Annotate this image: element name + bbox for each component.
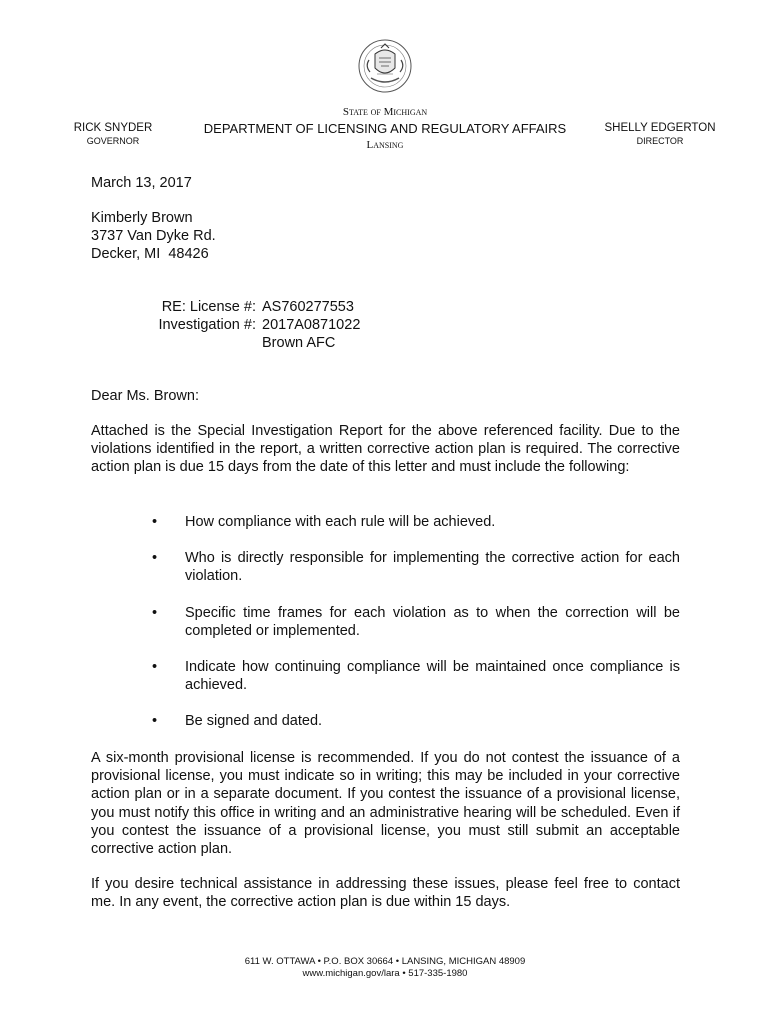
recipient-street: 3737 Van Dyke Rd. (91, 228, 216, 245)
bullet-icon: • (152, 604, 158, 621)
paragraph-assistance: If you desire technical assistance in addressing these issues, please feel free to contact me. In any event, the corrective action plan is due within 15 days. (91, 876, 680, 911)
license-row (140, 298, 360, 316)
list-item (150, 712, 680, 730)
michigan-seal-icon (357, 38, 413, 94)
footer-contact: www.michigan.gov/lara • 517-335-1980 (302, 968, 468, 979)
investigation-label: Investigation #: (158, 317, 256, 334)
letter-date: March 13, 2017 (91, 175, 192, 191)
list-item (150, 604, 680, 640)
reference-block (140, 298, 360, 353)
department-block (190, 106, 580, 152)
bullet-icon: • (152, 550, 158, 567)
recipient-name: Kimberly Brown (91, 210, 193, 226)
facility-row (140, 334, 360, 352)
list-item (150, 658, 680, 694)
list-item-text: Who is directly responsible for implementing the corrective action for each violation. (185, 550, 680, 585)
recipient-address (91, 209, 216, 264)
salutation: Dear Ms. Brown: (91, 388, 199, 404)
list-item-text: Be signed and dated. (185, 713, 323, 730)
investigation-row (140, 316, 360, 334)
license-number: AS760277553 (262, 299, 354, 315)
list-item (150, 549, 680, 585)
paragraph-intro: Attached is the Special Investigation Report for the above referenced facility. Due to the violations identified in the report, a written corrective action plan is required. The corrective action plan is due 15 days from the date of this letter and must include the following: (91, 423, 680, 476)
bullet-icon: • (152, 659, 158, 676)
license-label: RE: License #: (161, 299, 256, 315)
bullet-icon: • (152, 514, 158, 530)
department-name: DEPARTMENT OF LICENSING AND REGULATORY AFFAIRS (203, 121, 567, 136)
requirements-list (150, 513, 680, 731)
list-item-text: Specific time frames for each violation as to when the correction will be completed or implemented. (185, 604, 680, 639)
investigation-number: 2017A0871022 (262, 317, 361, 334)
list-item-text: How compliance with each rule will be achieved. (185, 514, 496, 530)
paragraph-provisional-license: A six-month provisional license is recommended. If you do not contest the issuance of a provisional license, you must indicate so in writing; this may be included in your corrective action plan or in a separate document. If you contest the issuance of a provisional license, you must notify this office in writing and an administrative hearing will be scheduled. Even if you contest the issuance of a provisional license, you must still submit an acceptable corrective action plan. (91, 750, 680, 858)
governor-title: GOVERNOR (86, 136, 140, 146)
director-name: SHELLY EDGERTON (604, 122, 716, 134)
director-block (600, 122, 720, 147)
footer (135, 956, 635, 980)
governor-block (64, 122, 162, 147)
list-item (150, 513, 680, 531)
list-item-text: Indicate how continuing compliance will be maintained once compliance is achieved. (185, 659, 680, 694)
footer-address: 611 W. OTTAWA • P.O. BOX 30664 • LANSING, MICHIGAN 48909 (244, 956, 526, 967)
director-title: DIRECTOR (636, 136, 684, 146)
facility-name: Brown AFC (262, 335, 336, 352)
state-name: State of Michigan (342, 106, 428, 118)
recipient-city-state-zip: Decker, MI 48426 (91, 246, 209, 263)
department-city: Lansing (366, 139, 404, 151)
bullet-icon: • (152, 713, 158, 730)
governor-name: RICK SNYDER (73, 122, 153, 134)
